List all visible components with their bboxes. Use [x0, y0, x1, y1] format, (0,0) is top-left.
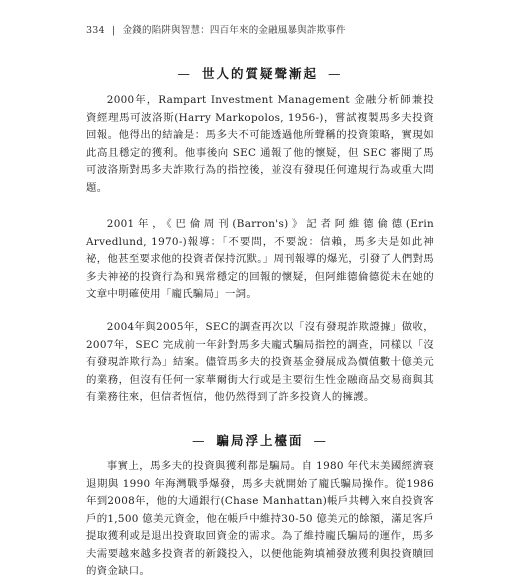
- page-number: 334: [86, 25, 105, 36]
- heading-dash-left: —: [191, 433, 207, 448]
- section-heading-scheme-exposed: [0, 431, 520, 449]
- section-heading-scheme-exposed-text: 騙局浮上檯面: [216, 433, 304, 448]
- heading-dash-left: —: [177, 66, 192, 81]
- book-title: 金錢的陷阱與智慧：四百年來的金融風暴與詐欺事件: [122, 25, 346, 36]
- running-header: [86, 22, 346, 36]
- section-heading-doubts: [0, 64, 520, 82]
- paragraph-sec-investigation: 2004年與2005年，SEC的調查再次以「沒有發現詐欺證據」做收，2007年，SEC 完成前一年針對馬多夫龐式騙局指控的調查，同樣以「沒有發現詐欺行為」結案。儘管馬多夫的投資基金發展成為價值數十億美元的業務，但沒有任何一家華爾街大行或是主要衍生性金融商品交易商與其有業務往來，但信者恆信，他仍然得到了許多投資人的擁護。: [86, 321, 434, 403]
- paragraph-barrons: 2001年，《巴倫周刊(Barron's)》記者阿維德倫德(Erin Arvedlund, 1970-)報導：「不要問，不要說：信賴，馬多夫是如此神祕，他甚至要求他的投資者保持沉默。」周刊報導的爆光，引發了人們對馬多夫神祕的投資行為和異常穩定的回報的懷疑，但阿維德倫德從未在她的文章中明確使用「龐氏騙局」一詞。: [86, 218, 434, 300]
- section-heading-doubts-text: 世人的質疑聲漸起: [201, 66, 318, 81]
- heading-dash-right: —: [328, 66, 343, 81]
- heading-dash-right: —: [313, 433, 328, 448]
- paragraph-markopolos: 2000年，Rampart Investment Management 金融分析師兼投資經理馬可波洛斯(Harry Markopolos, 1956-)，嘗試複製馬多夫投資回報。他得出的結論是：馬多夫不可能透過他所聲稱的投資策略，實現如此高且穩定的獲利。他事後向 SEC 通報了他的懷疑，但 SEC 審閱了馬可波洛斯對馬多夫詐欺行為的指控後，並沒有發現任何違規行為或重大問題。: [86, 94, 434, 194]
- paragraph-ponzi-facts: 事實上，馬多夫的投資與獲利都是騙局。自 1980 年代末美國經濟衰退期與 1990 年海灣戰爭爆發，馬多夫就開始了龐氏騙局操作。從1986年到2008年，他的大通銀行(Chase Manhattan)帳戶共轉入來自投資客戶的1,500 億美元資金，他在帳戶中維持30-50 億美元的餘額，滿足客戶提取獲利或是退出投資取回資金的需求。為了維持龐氏騙局的運作，馬多夫需要越來越多投資者的新錢投入，以便他能夠填補發放獲利與投資贖回的資金缺口。: [86, 460, 434, 577]
- header-separator: |: [111, 25, 116, 36]
